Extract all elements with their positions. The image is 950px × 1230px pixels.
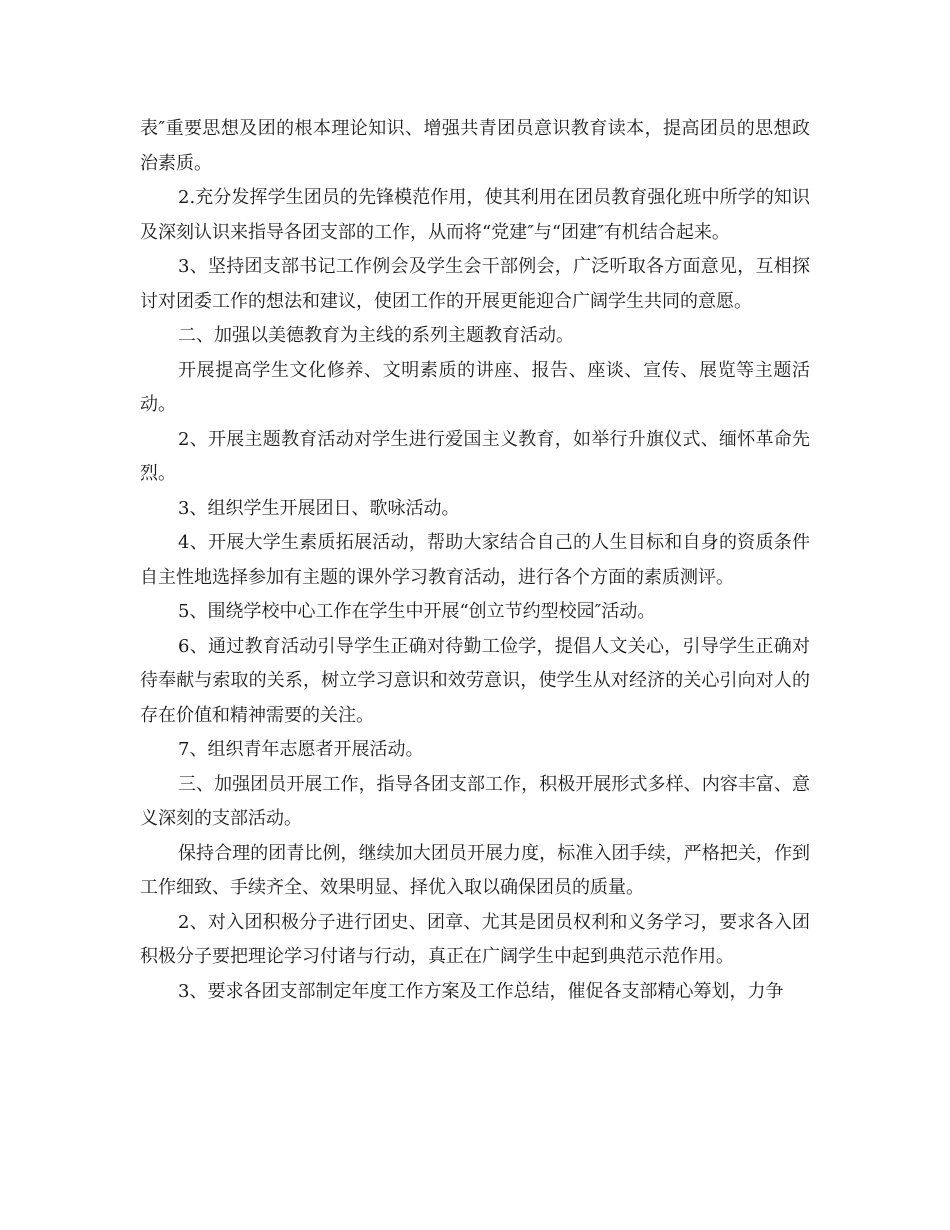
paragraph: 6、通过教育活动引导学生正确对待勤工俭学，提倡人文关心，引导学生正确对待奉献与索取的关系，树立学习意识和效劳意识，使学生从对经济的关心引向对人的存在价值和精神需要的关注。 (140, 635, 810, 726)
paragraph: 2.充分发挥学生团员的先锋模范作用，使其利用在团员教育强化班中所学的知识及深刻认识来指导各团支部的工作，从而将“党建″与“团建″有机结合起来。 (140, 187, 810, 243)
paragraph: 保持合理的团青比例，继续加大团员开展力度，标准入团手续，严格把关，作到工作细致、手续齐全、效果明显、择优入取以确保团员的质量。 (140, 842, 810, 898)
paragraph: 4、开展大学生素质拓展活动，帮助大家结合自己的人生目标和自身的资质条件自主性地选择参加有主题的课外学习教育活动，进行各个方面的素质测评。 (140, 532, 810, 588)
paragraph: 2、开展主题教育活动对学生进行爱国主义教育，如举行升旗仪式、缅怀革命先烈。 (140, 428, 810, 484)
paragraph: 3、组织学生开展团日、歌咏活动。 (178, 497, 460, 519)
paragraph: 5、围绕学校中心工作在学生中开展“创立节约型校园″活动。 (178, 601, 656, 622)
document-body (140, 112, 810, 1009)
paragraph: 开展提高学生文化修养、文明素质的讲座、报告、座谈、宣传、展览等主题活动。 (140, 359, 810, 415)
paragraph: 7、组织青年志愿者开展活动。 (178, 739, 424, 760)
paragraph: 3、要求各团支部制定年度工作方案及工作总结，催促各支部精心筹划，力争 (178, 980, 784, 1002)
paragraph: 2、对入团积极分子进行团史、团章、尤其是团员权利和义务学习，要求各入团积极分子要把理论学习付诸与行动，真正在广阔学生中起到典范示范作用。 (140, 911, 810, 967)
paragraph: 表″重要思想及团的根本理论知识、增强共青团员意识教育读本，提高团员的思想政治素质。 (140, 118, 810, 174)
section-heading: 三、加强团员开展工作，指导各团支部工作，积极开展形式多样、内容丰富、意义深刻的支部活动。 (140, 773, 810, 829)
paragraph: 3、坚持团支部书记工作例会及学生会干部例会，广泛听取各方面意见，互相探讨对团委工作的想法和建议，使团工作的开展更能迎合广阔学生共同的意愿。 (140, 256, 810, 312)
section-heading: 二、加强以美德教育为主线的系列主题教育活动。 (178, 325, 574, 346)
